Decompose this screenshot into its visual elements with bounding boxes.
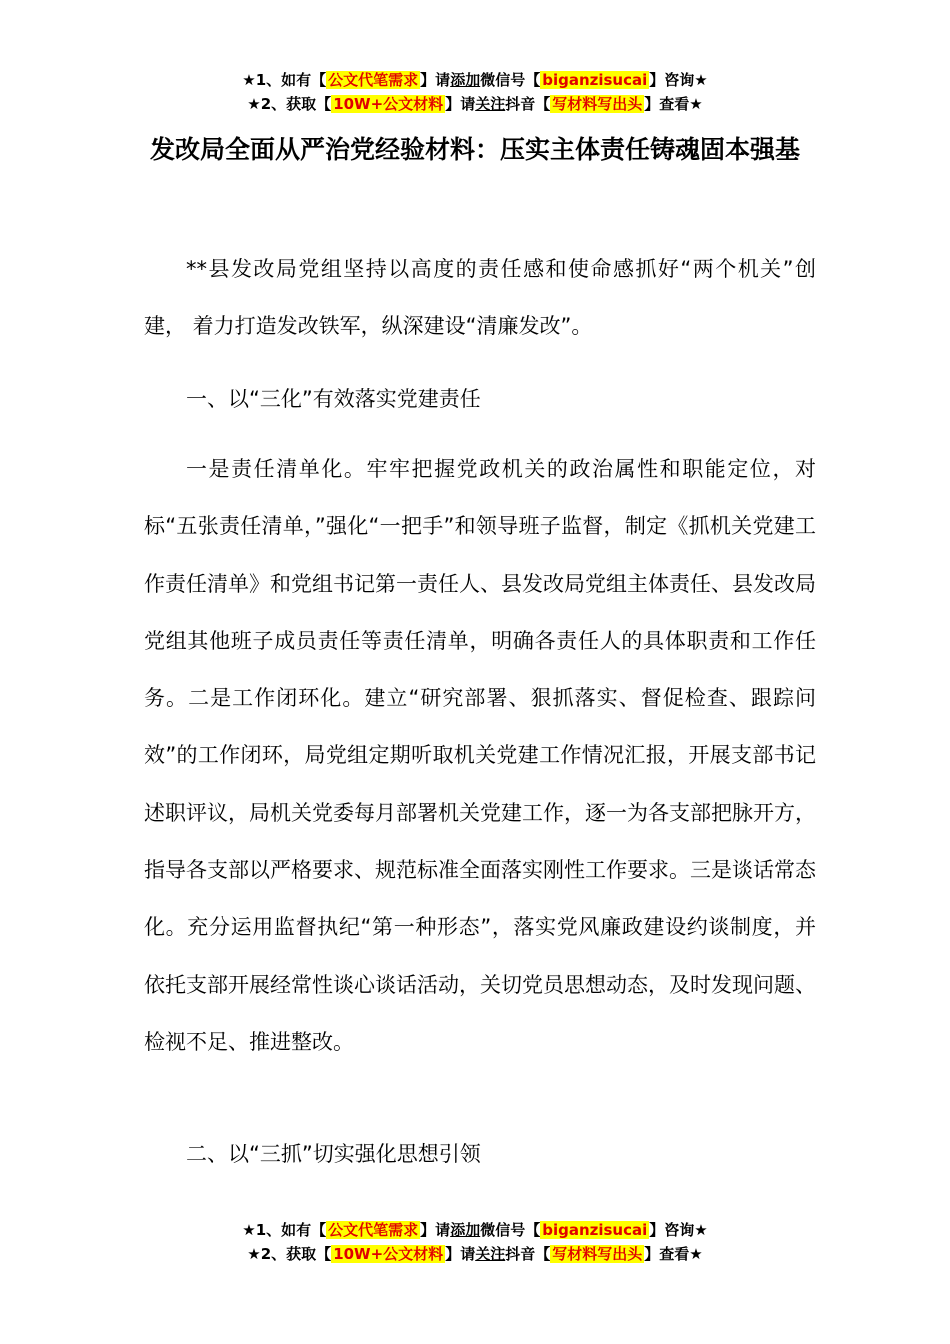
promo-text: 】请 xyxy=(420,71,451,89)
promo-emphasis: 添加 xyxy=(450,71,481,89)
promo-douyin-id: 写材料写出头 xyxy=(552,95,643,113)
promo-text: 微信号【 xyxy=(480,71,541,89)
promo-line-1 xyxy=(0,68,950,92)
promo-highlight: 公文代笔需求 xyxy=(328,1221,419,1239)
section-heading-2: 二、以“三抓”切实强化思想引领 xyxy=(186,1142,481,1166)
promo-text: 】请 xyxy=(445,95,476,113)
section-heading-1: 一、以“三化”有效落实党建责任 xyxy=(186,387,481,411)
promo-text: 】查看★ xyxy=(644,1245,703,1263)
promo-emphasis: 关注 xyxy=(475,1245,506,1263)
promo-banner-bottom xyxy=(0,1218,950,1266)
promo-text: 】请 xyxy=(445,1245,476,1263)
promo-emphasis: 关注 xyxy=(475,95,506,113)
promo-text: 抖音【 xyxy=(505,1245,551,1263)
promo-text: ★2、获取【 xyxy=(247,95,332,113)
promo-highlight: 10W+公文材料 xyxy=(333,1245,444,1263)
document-title: 发改局全面从严治党经验材料：压实主体责任铸魂固本强基 xyxy=(149,135,800,164)
promo-douyin-id: 写材料写出头 xyxy=(552,1245,643,1263)
promo-text: 】咨询★ xyxy=(649,71,708,89)
promo-text: 】请 xyxy=(420,1221,451,1239)
promo-text: ★1、如有【 xyxy=(242,71,327,89)
promo-highlight: 10W+公文材料 xyxy=(333,95,444,113)
promo-highlight: 公文代笔需求 xyxy=(328,71,419,89)
section-1-paragraph: 一是责任清单化。牢牢把握党政机关的政治属性和职能定位，对标“五张责任清单，”强化“一把手”和领导班子监督，制定《抓机关党建工作责任清单》和党组书记第一责任人、县发改局党组主体责任、县发改局党组其他班子成员责任等责任清单，明确各责任人的具体职责和工作任务。二是工作闭环化。建立“研究部署、狠抓落实、督促检查、跟踪问效”的工作闭环，局党组定期听取机关党建工作情况汇报，开展支部书记述职评议，局机关党委每月部署机关党建工作，逐一为各支部把脉开方，指导各支部以严格要求、规范标准全面落实刚性工作要求。三是谈话常态化。充分运用监督执纪“第一种形态”，落实党风廉政建设约谈制度，并依托支部开展经常性谈心谈话活动，关切党员思想动态，及时发现问题、检视不足、推进整改。 xyxy=(144,457,816,1054)
promo-text: 】查看★ xyxy=(644,95,703,113)
promo-text: 微信号【 xyxy=(480,1221,541,1239)
promo-wechat-id: biganzisucai xyxy=(542,71,648,89)
promo-line-2 xyxy=(0,1242,950,1266)
promo-text: ★1、如有【 xyxy=(242,1221,327,1239)
promo-text: ★2、获取【 xyxy=(247,1245,332,1263)
promo-line-2 xyxy=(0,92,950,116)
promo-emphasis: 添加 xyxy=(450,1221,481,1239)
intro-paragraph: **县发改局党组坚持以高度的责任感和使命感抓好“两个机关”创建， 着力打造发改铁军，纵深建设“清廉发改”。 xyxy=(144,257,816,339)
promo-line-1 xyxy=(0,1218,950,1242)
promo-text: 抖音【 xyxy=(505,95,551,113)
promo-text: 】咨询★ xyxy=(649,1221,708,1239)
promo-banner-top xyxy=(0,68,950,116)
promo-wechat-id: biganzisucai xyxy=(542,1221,648,1239)
